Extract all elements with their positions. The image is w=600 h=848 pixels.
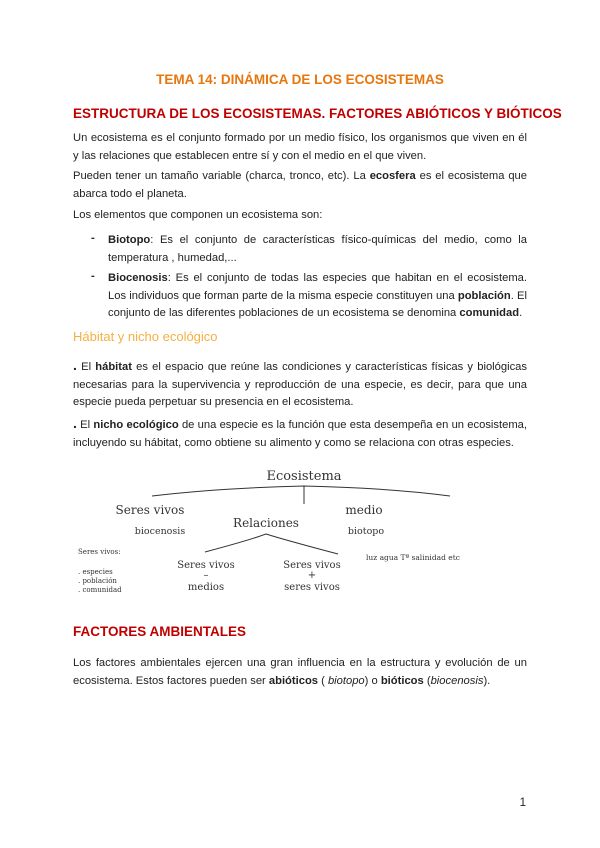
diagram-rel-left-1: Seres vivos bbox=[177, 560, 235, 571]
term-biotopo-italic: biotopo bbox=[327, 674, 365, 687]
bullet-biotopo: Biotopo: Es el conjunto de características físico-químicas del medio, como la temperatura , humedad,... bbox=[108, 234, 527, 264]
paragraph-nicho: . El nicho ecológico de una especie es la función que esta desempeña en un ecosistema, incluyendo su hábitat, como obtiene su alimento y como se relaciona con otras especies. bbox=[73, 415, 527, 449]
diagram-relations-brace bbox=[205, 534, 338, 554]
diagram-rel-right-2: + bbox=[307, 570, 317, 581]
diagram-rel-left-2: – bbox=[203, 570, 209, 581]
section-heading-habitat: Hábitat y nicho ecológico bbox=[73, 329, 218, 344]
ecosystem-diagram bbox=[70, 462, 540, 602]
term-ecosfera: ecosfera bbox=[369, 170, 416, 182]
term-biotopo: Biotopo bbox=[108, 234, 151, 246]
diagram-medio-note: luz agua Tª salinidad etc bbox=[366, 553, 460, 562]
diagram-rel-right-1: Seres vivos bbox=[283, 560, 341, 571]
term-comunidad: comunidad bbox=[459, 307, 520, 319]
section-heading-structure: ESTRUCTURA DE LOS ECOSISTEMAS. FACTORES ABIÓTICOS Y BIÓTICOS bbox=[73, 106, 562, 121]
term-bioticos: bióticos bbox=[380, 674, 424, 687]
diagram-brace bbox=[152, 486, 450, 496]
section-heading-factores: FACTORES AMBIENTALES bbox=[73, 624, 247, 639]
paragraph-definition: Un ecosistema es el conjunto formado por un medio físico, los organismos que viven en él y las relaciones que establecen entre sí y con el medio en el que viven. bbox=[73, 132, 527, 162]
paragraph-factores: Los factores ambientales ejercen una gran influencia en la estructura y evolución de un ecosistema. Estos factores pueden ser abióticos ( biotopo) o bióticos (biocenosis). bbox=[73, 657, 527, 687]
bullet-dash: - bbox=[91, 270, 95, 282]
diagram-biotopo: biotopo bbox=[347, 526, 385, 537]
paragraph-size: Pueden tener un tamaño variable (charca, tronco, etc). La ecosfera es el ecosistema que abarca todo el planeta. bbox=[73, 170, 527, 200]
diagram-biocenosis: biocenosis bbox=[134, 526, 186, 537]
paragraph-elements: Los elementos que componen un ecosistema son: bbox=[73, 209, 323, 221]
diagram-note-item: . población bbox=[78, 577, 117, 585]
page-number: 1 bbox=[519, 797, 526, 809]
term-nicho: nicho ecológico bbox=[93, 419, 179, 431]
paragraph-habitat: . El hábitat es el espacio que reúne las condiciones y características físicas y biológicas necesarias para la supervivencia y reproducción de una especie, es decir, para que una especie pueda perpetuar su presencia en el ecosistema. bbox=[73, 357, 527, 408]
diagram-note-item: . comunidad bbox=[78, 586, 122, 594]
term-biocenosis-italic: biocenosis bbox=[430, 674, 484, 687]
diagram-seres-vivos: Seres vivos bbox=[115, 503, 185, 517]
diagram-relaciones: Relaciones bbox=[233, 516, 299, 530]
diagram-rel-right-3: seres vivos bbox=[284, 582, 340, 593]
term-habitat: hábitat bbox=[95, 361, 132, 373]
page-title: TEMA 14: DINÁMICA DE LOS ECOSISTEMAS bbox=[156, 72, 444, 87]
term-biocenosis: Biocenosis bbox=[108, 272, 168, 284]
term-poblacion: población bbox=[457, 289, 511, 302]
term-abioticos: abióticos bbox=[268, 674, 318, 687]
diagram-note-title: Seres vivos: bbox=[78, 548, 121, 556]
diagram-medio: medio bbox=[345, 503, 383, 517]
diagram-rel-left-3: medios bbox=[187, 582, 225, 593]
diagram-note-item: . especies bbox=[78, 568, 113, 576]
bullet-dash: - bbox=[91, 232, 95, 244]
diagram-root: Ecosistema bbox=[266, 469, 342, 484]
bullet-biocenosis: Biocenosis: Es el conjunto de todas las especies que habitan en el ecosistema. Los individuos que forman parte de la misma especie constituyen una población. El conjunto de las diferentes poblaciones de un ecosistema se denomina comunidad. bbox=[108, 272, 527, 319]
